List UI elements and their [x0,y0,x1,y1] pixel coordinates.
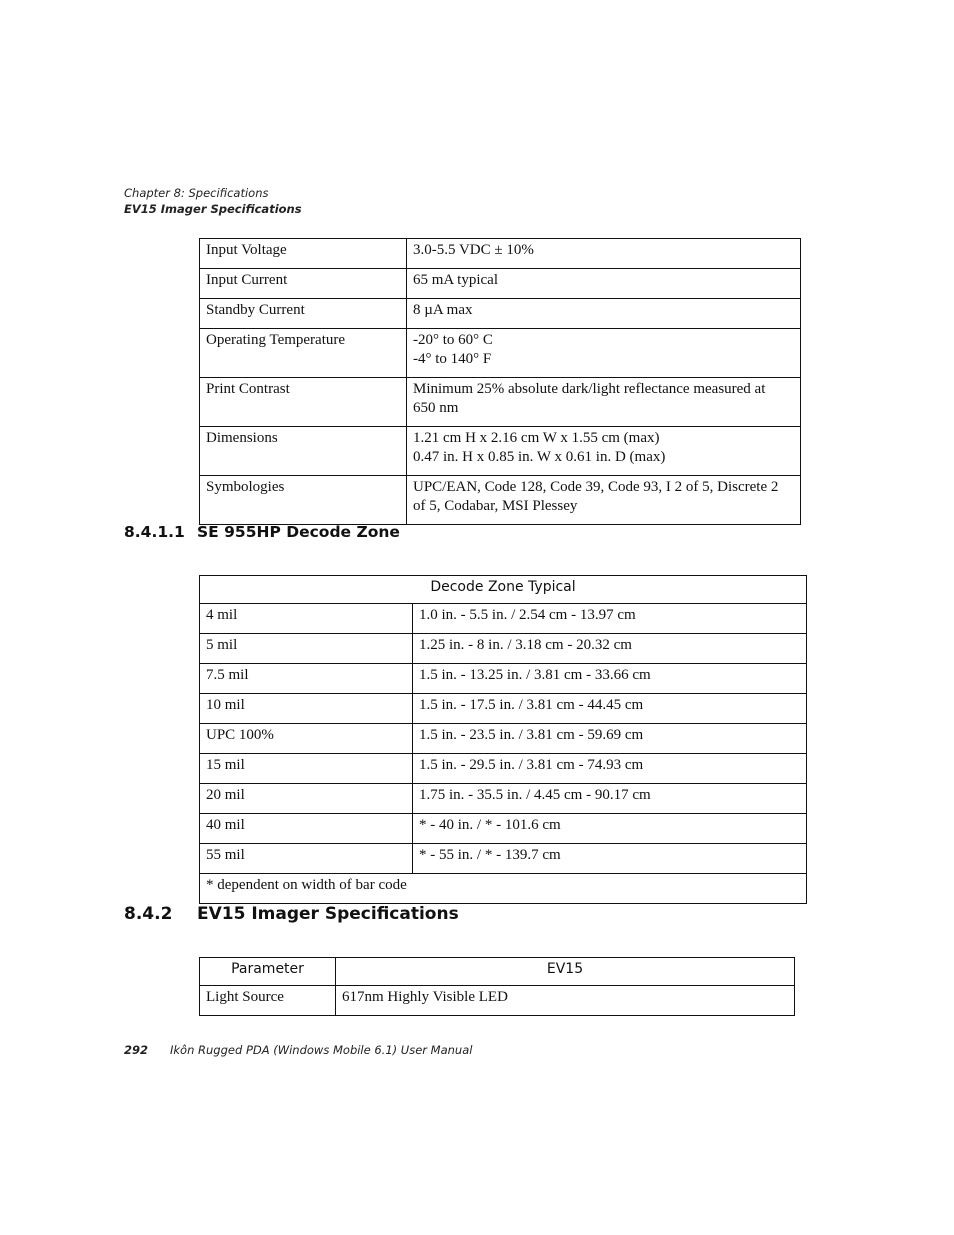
spec-value-line: of 5, Codabar, MSI Plessey [413,498,578,514]
section-title: EV15 Imager Specifications [197,904,459,924]
spec-value-line: 1.21 cm H x 2.16 cm W x 1.55 cm (max) [413,430,660,446]
zone-value: 1.5 in. - 17.5 in. / 3.81 cm - 44.45 cm [413,694,807,724]
table-header-row [200,576,807,604]
manual-title: Ikôn Rugged PDA (Windows Mobile 6.1) User Manual [170,1043,473,1057]
spec-label: Standby Current [200,299,407,329]
spec-label: Dimensions [200,427,407,476]
zone-label: UPC 100% [200,724,413,754]
running-head-chapter: Chapter 8: Specifications [124,186,269,200]
ev15-spec-table [199,957,795,1016]
spec-label: Input Current [200,269,407,299]
power-spec-table [199,238,801,525]
spec-value-line: UPC/EAN, Code 128, Code 39, Code 93, I 2 of 5, Discrete 2 [413,479,779,495]
table-row [200,239,801,269]
running-head-section: EV15 Imager Specifications [124,202,302,216]
table-row [200,784,807,814]
spec-label: Operating Temperature [200,329,407,378]
spec-value [407,239,801,269]
spec-value-line: Minimum 25% absolute dark/light reflectance measured at [413,381,766,397]
zone-value: 1.0 in. - 5.5 in. / 2.54 cm - 13.97 cm [413,604,807,634]
zone-label: 7.5 mil [200,664,413,694]
running-head [124,185,302,217]
table-row [200,754,807,784]
zone-label: 5 mil [200,634,413,664]
zone-value: 1.5 in. - 13.25 in. / 3.81 cm - 33.66 cm [413,664,807,694]
spec-value-line: 650 nm [413,400,459,416]
spec-value [407,269,801,299]
section-number: 8.4.2 [124,904,173,924]
table-row [200,814,807,844]
zone-label: 15 mil [200,754,413,784]
spec-value-line: 0.47 in. H x 0.85 in. W x 0.61 in. D (max) [413,449,666,465]
page-footer [124,1043,472,1057]
ev15-value: 617nm Highly Visible LED [336,986,795,1016]
zone-label: 40 mil [200,814,413,844]
table-header-row [200,958,795,986]
page-number: 292 [124,1043,149,1057]
table-row [200,844,807,874]
table-row [200,664,807,694]
zone-value: 1.25 in. - 8 in. / 3.18 cm - 20.32 cm [413,634,807,664]
spec-value-line: 65 mA typical [413,272,498,288]
table-row [200,634,807,664]
spec-label: Input Voltage [200,239,407,269]
zone-label: 55 mil [200,844,413,874]
spec-label: Print Contrast [200,378,407,427]
table-row [200,329,801,378]
zone-value: 1.75 in. - 35.5 in. / 4.45 cm - 90.17 cm [413,784,807,814]
table-row [200,299,801,329]
table-row [200,476,801,525]
table-footnote-row [200,874,807,904]
table-header: Decode Zone Typical [200,576,807,604]
spec-value [407,378,801,427]
spec-value [407,476,801,525]
zone-value: * - 40 in. / * - 101.6 cm [413,814,807,844]
zone-label: 4 mil [200,604,413,634]
spec-value [407,329,801,378]
decode-zone-table [199,575,807,904]
table-row [200,269,801,299]
section-number: 8.4.1.1 [124,523,185,541]
zone-value: 1.5 in. - 23.5 in. / 3.81 cm - 59.69 cm [413,724,807,754]
spec-value [407,427,801,476]
table-row [200,604,807,634]
zone-value: * - 55 in. / * - 139.7 cm [413,844,807,874]
spec-value-line: 8 µA max [413,302,473,318]
zone-value: 1.5 in. - 29.5 in. / 3.81 cm - 74.93 cm [413,754,807,784]
section-heading-decode-zone [124,523,400,541]
spec-value [407,299,801,329]
table-header-parameter: Parameter [200,958,336,986]
spec-value-line: -4° to 140° F [413,351,492,367]
zone-label: 20 mil [200,784,413,814]
ev15-label: Light Source [200,986,336,1016]
table-row [200,724,807,754]
spec-value-line: -20° to 60° C [413,332,493,348]
table-row [200,986,795,1016]
table-row [200,427,801,476]
spec-value-line: 3.0-5.5 VDC ± 10% [413,242,534,258]
section-title: SE 955HP Decode Zone [197,523,400,541]
spec-label: Symbologies [200,476,407,525]
table-footnote: * dependent on width of bar code [200,874,807,904]
zone-label: 10 mil [200,694,413,724]
section-heading-ev15 [124,904,459,924]
table-header-ev15: EV15 [336,958,795,986]
table-row [200,378,801,427]
table-row [200,694,807,724]
